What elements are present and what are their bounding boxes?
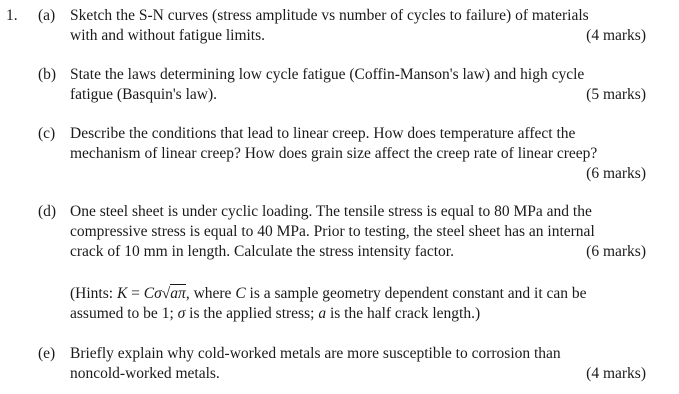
- hint-line2-end: is the half crack length.): [326, 305, 481, 322]
- part-c-letter: (c): [38, 125, 56, 142]
- part-e-line-1: Briefly explain why cold-worked metals are more susceptible to corrosion than: [70, 345, 561, 362]
- part-d-letter: (d): [38, 203, 57, 220]
- part-d-line-1: One steel sheet is under cyclic loading. The tensile stress is equal to 80 MPa and the: [70, 203, 592, 220]
- part-b: [38, 65, 646, 105]
- question-number: 1.: [6, 7, 18, 24]
- part-c-line-1: Describe the conditions that lead to linear creep. How does temperature affect the: [70, 125, 576, 142]
- part-e: [38, 344, 646, 384]
- part-c-line-2: mechanism of linear creep? How does grain size affect the creep rate of linear creep?: [70, 145, 598, 162]
- hint-sigma-var: σ: [154, 285, 162, 302]
- part-d-hint: [38, 284, 646, 324]
- part-e-letter: (e): [38, 345, 56, 362]
- hint-prefix: (Hints:: [70, 285, 117, 302]
- part-d-line-2: compressive stress is equal to 40 MPa. Prior to testing, the steel sheet has an internal: [70, 223, 595, 240]
- part-a-line-2-row: [70, 26, 646, 46]
- hint-line2-prefix: assumed to be 1;: [70, 305, 178, 322]
- part-e-line-2-row: [70, 364, 646, 384]
- part-d-line-3: crack of 10 mm in length. Calculate the stress intensity factor.: [70, 243, 454, 260]
- hint-after-formula: , where: [185, 285, 236, 302]
- part-d-line-3-row: [70, 242, 646, 262]
- part-b-letter: (b): [38, 66, 57, 83]
- hint-equals: =: [127, 285, 144, 302]
- part-b-line-1: State the laws determining low cycle fatigue (Coffin-Manson's law) and high cycle: [70, 66, 585, 83]
- part-d-marks: (6 marks): [586, 243, 646, 260]
- part-e-line-2: noncold-worked metals.: [70, 365, 220, 382]
- part-b-marks: (5 marks): [586, 86, 646, 103]
- hint-line-2: [70, 304, 646, 324]
- sqrt-icon: √: [161, 285, 171, 302]
- hint-c-var-2: C: [235, 285, 246, 302]
- hint-line2-mid: is the applied stress;: [185, 305, 319, 322]
- part-a-line-2: with and without fatigue limits.: [70, 27, 266, 44]
- part-e-marks: (4 marks): [586, 365, 646, 382]
- hint-sigma-var-2: σ: [177, 305, 186, 322]
- part-a-line-1: Sketch the S-N curves (stress amplitude vs number of cycles to failure) of materials: [70, 7, 589, 24]
- part-b-text: [70, 65, 646, 105]
- part-c-text: [70, 124, 646, 184]
- part-e-text: [70, 344, 646, 384]
- part-a-text: [70, 6, 646, 46]
- part-c-marks-row: [70, 164, 646, 184]
- part-c-marks: (6 marks): [586, 165, 646, 182]
- part-a-marks: (4 marks): [586, 27, 646, 44]
- hint-a-var: a: [318, 305, 327, 322]
- part-b-line-2-row: [70, 85, 646, 105]
- hint-k-var: K: [116, 285, 128, 302]
- part-d-hint-text: [70, 284, 646, 324]
- part-a-letter: (a): [38, 7, 56, 24]
- part-b-line-2: fatigue (Basquin's law).: [70, 86, 217, 103]
- part-c: [38, 124, 646, 184]
- part-a: [38, 6, 646, 46]
- part-d: [38, 202, 646, 262]
- hint-line-1: [70, 284, 646, 304]
- part-d-text: [70, 202, 646, 262]
- hint-after-c: is a sample geometry dependent constant and it can be: [245, 285, 587, 302]
- hint-radicand: aπ: [170, 285, 186, 302]
- hint-c-var: C: [143, 285, 155, 302]
